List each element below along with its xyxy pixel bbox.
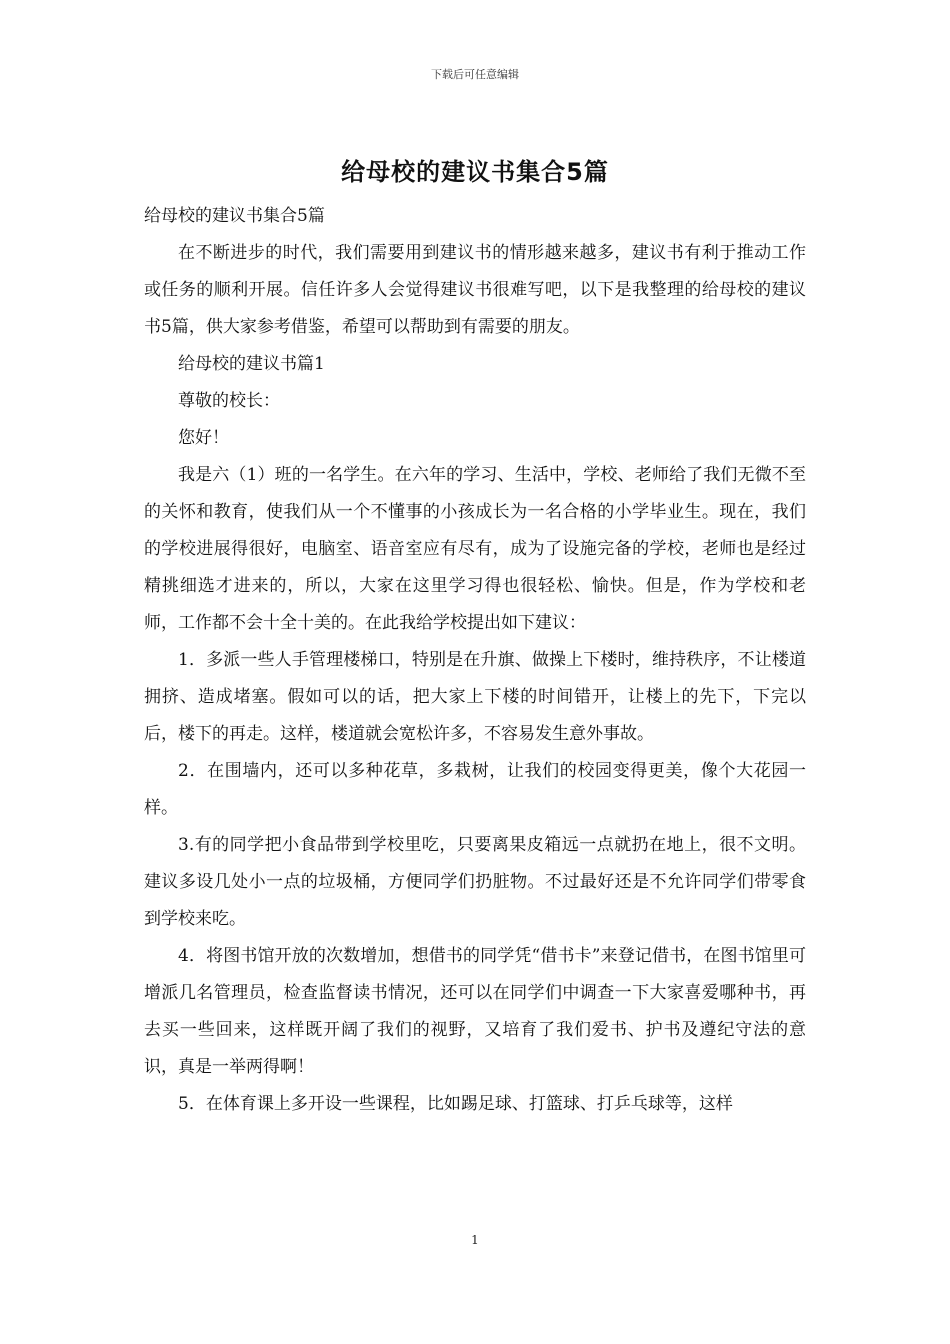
section-heading: 给母校的建议书篇1: [178, 354, 325, 374]
intro-paragraph: 在不断进步的时代，我们需要用到建议书的情形越来越多，建议书有利于推动工作或任务的顺利开展。信任许多人会觉得建议书很难写吧，以下是我整理的给母校的建议书5篇，供大家参考借鉴，希望可以帮助到有需要的朋友。: [144, 243, 806, 337]
subtitle-paragraph: 给母校的建议书集合5篇: [144, 206, 325, 226]
salutation: 尊敬的校长：: [178, 391, 280, 411]
suggestion-item-4: 4．将图书馆开放的次数增加，想借书的同学凭“借书卡”来登记借书，在图书馆里可增派几名管理员，检查监督读书情况，还可以在同学们中调查一下大家喜爱哪种书，再去买一些回来，这样既开阔了我们的视野，又培育了我们爱书、护书及遵纪守法的意识，真是一举两得啊！: [144, 946, 806, 1077]
suggestion-item-3: 3.有的同学把小食品带到学校里吃，只要离果皮箱远一点就扔在地上，很不文明。建议多设几处小一点的垃圾桶，方便同学们扔脏物。不过最好还是不允许同学们带零食到学校来吃。: [144, 835, 806, 929]
suggestion-item-1: 1．多派一些人手管理楼梯口，特别是在升旗、做操上下楼时，维持秩序，不让楼道拥挤、造成堵塞。假如可以的话，把大家上下楼的时间错开，让楼上的先下，下完以后，楼下的再走。这样，楼道就会宽松许多，不容易发生意外事故。: [144, 650, 806, 744]
document-title: 给母校的建议书集合5篇: [341, 158, 609, 186]
suggestion-item-2: 2．在围墙内，还可以多种花草，多栽树，让我们的校园变得更美，像个大花园一样。: [144, 761, 806, 818]
body-paragraph: 我是六（1）班的一名学生。在六年的学习、生活中，学校、老师给了我们无微不至的关怀和教育，使我们从一个不懂事的小孩成长为一名合格的小学毕业生。现在，我们的学校进展得很好，电脑室、语音室应有尽有，成为了设施完备的学校，老师也是经过精挑细选才进来的，所以，大家在这里学习得也很轻松、愉快。但是，作为学校和老师，工作都不会十全十美的。在此我给学校提出如下建议：: [144, 465, 806, 633]
page-number: 1: [471, 1233, 479, 1247]
suggestion-item-5: 5．在体育课上多开设一些课程，比如踢足球、打篮球、打乒乓球等，这样: [178, 1094, 733, 1114]
page-header: 下载后可任意编辑: [431, 68, 519, 81]
greeting: 您好！: [178, 428, 229, 448]
document-body: [144, 198, 806, 1123]
